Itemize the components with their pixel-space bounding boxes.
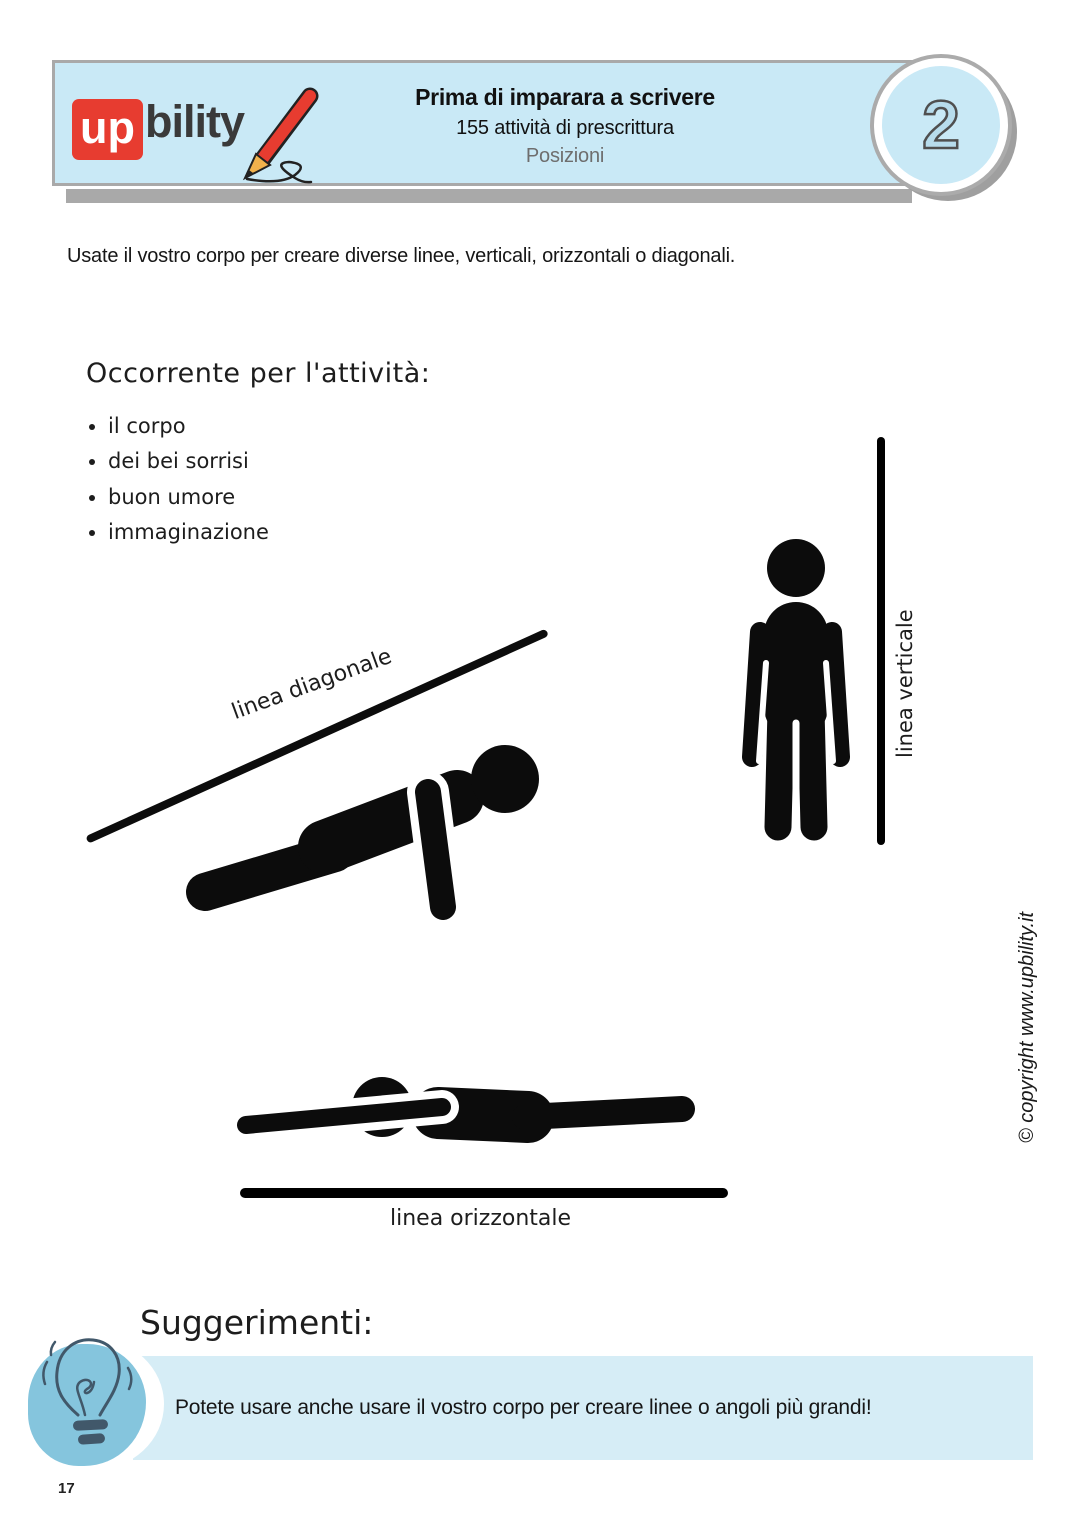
page-title: Prima di imparara a scrivere [415,84,715,110]
chapter-number: 2 [922,87,960,163]
logo-up-box: up [72,99,143,160]
chapter-number-badge [874,58,1008,192]
vertical-line-label: linea verticale [893,609,917,758]
page-number: 17 [58,1480,75,1497]
standing-person-figure [740,535,870,850]
diagonal-line-label: linea diagonale [228,643,396,725]
tips-heading: Suggerimenti: [140,1303,374,1342]
logo-bility-text: bility [144,96,244,147]
horizontal-line [240,1188,728,1198]
materials-heading: Occorrente per l'attività: [86,358,431,389]
tip-bar [133,1356,1033,1460]
section-label: Posizioni [525,145,605,167]
materials-list [86,412,269,553]
list-item: • il corpo [108,412,269,440]
copyright-text: © copyright www.upbility.it [1016,911,1038,1143]
tip-text: Potete usare anche usare il vostro corpo per creare linee o angoli più grandi! [175,1396,872,1419]
header-text-block [350,84,780,168]
pencil-icon [232,86,332,192]
plank-person-figure [185,735,555,940]
vertical-line [877,437,885,845]
page-subtitle: 155 attività di prescrittura [456,117,674,139]
list-item: • buon umore [108,483,269,511]
list-item: • dei bei sorrisi [108,447,269,475]
lying-person-figure [230,1075,700,1150]
upbility-logo [72,96,244,160]
horizontal-line-label: linea orizzontale [390,1206,572,1231]
header-shadow [66,189,912,203]
lightbulb-icon [35,1330,155,1465]
instruction-text: Usate il vostro corpo per creare diverse linee, verticali, orizzontali o diagonali. [67,245,736,267]
list-item: • immaginazione [108,518,269,546]
